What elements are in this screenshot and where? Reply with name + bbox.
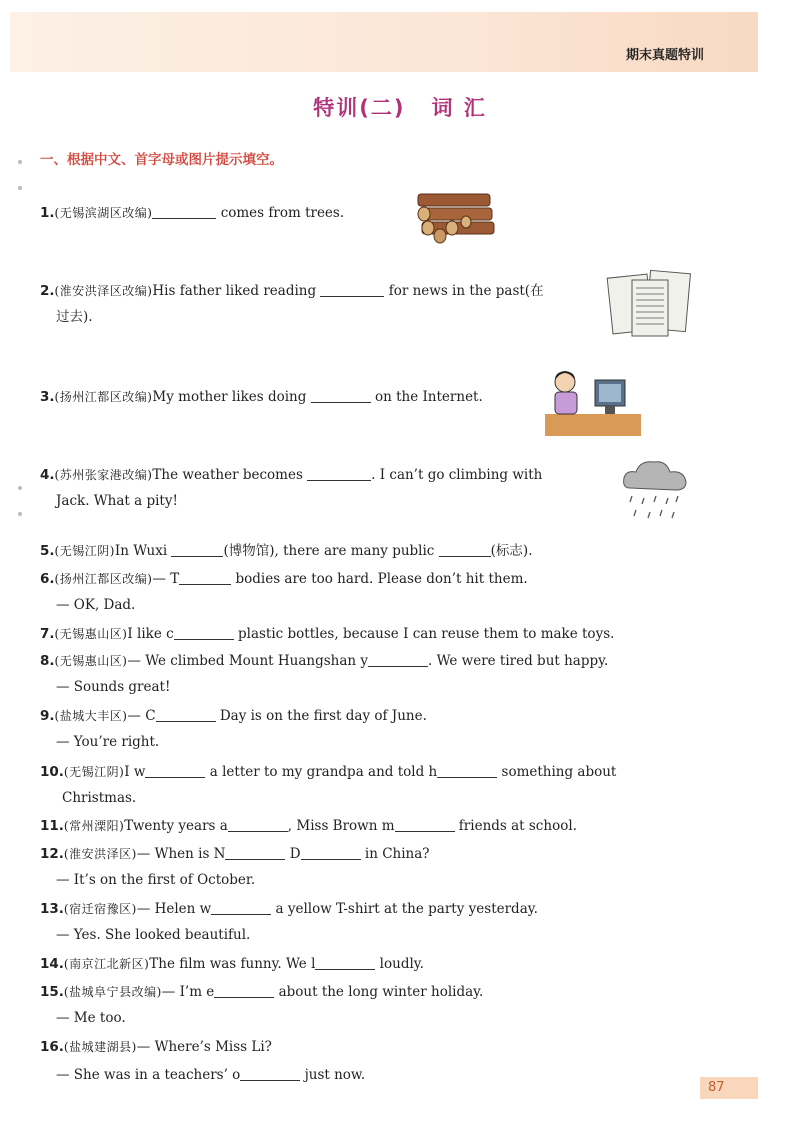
answer-blank[interactable] [211,900,271,915]
page-number: 87 [700,1077,758,1099]
question-text: My mother likes doing [152,389,311,405]
page-title [0,92,800,122]
question-text: plastic bottles, because I can reuse them to make toys. [233,626,615,642]
question-4 [40,462,542,488]
question-number: 2. [40,283,55,299]
question-15 [40,979,483,1005]
question-text: on the Internet. [370,389,483,405]
header-tag: 期末真题特训 [625,48,704,63]
answer-blank[interactable] [214,983,274,998]
question-text: a letter to my grandpa and told h [205,764,438,780]
question-source: (淮安洪泽区改编) [54,284,153,298]
question-number: 16. [40,1039,64,1055]
question-number: 15. [40,984,64,1000]
question-text: , Miss Brown m [287,818,395,834]
question-text: bodies are too hard. Please don’t hit them. [231,571,528,587]
question-text: — C [127,708,156,724]
question-number: 5. [40,543,55,559]
question-6-continued: — OK, Dad. [56,597,136,613]
question-source: (无锡惠山区) [54,627,128,641]
question-source: (盐城大丰区) [54,709,128,723]
question-text: — I’m e [161,984,215,1000]
question-text: just now. [300,1067,366,1083]
answer-blank[interactable] [320,282,384,297]
answer-blank[interactable] [145,763,205,778]
question-16-continued [56,1062,365,1088]
question-number: 14. [40,956,64,972]
question-text: — T [152,571,180,587]
question-text: (标志). [490,543,533,559]
question-text: D [285,846,301,862]
girl-computer-picture-icon [545,362,641,436]
question-text: — She was in a teachers’ o [56,1067,241,1083]
question-10 [40,759,616,785]
section-heading: 一、根据中文、首字母或图片提示填空。 [40,152,283,168]
question-text: — When is N [136,846,226,862]
question-16 [40,1034,272,1060]
question-text: Twenty years a [124,818,228,834]
answer-blank[interactable] [152,204,216,219]
question-source: (苏州张家港改编) [54,468,153,482]
margin-dot [18,160,22,164]
question-source: (盐城阜宁县改编) [63,985,162,999]
question-text: I like c [127,626,174,642]
answer-blank[interactable] [395,817,455,832]
answer-blank[interactable] [307,466,371,481]
question-5 [40,538,532,564]
question-10-continued: Christmas. [62,790,137,806]
question-text: — We climbed Mount Huangshan y [127,653,369,669]
question-number: 3. [40,389,55,405]
question-source: (淮安洪泽区) [63,847,137,861]
question-number: 7. [40,626,55,642]
question-text: comes from trees. [216,205,345,221]
question-2 [40,278,544,304]
question-number: 4. [40,467,55,483]
answer-blank[interactable] [311,388,371,403]
question-source: (盐城建湖县) [63,1040,137,1054]
question-11 [40,813,577,839]
question-text: Day is on the first day of June. [215,708,427,724]
answer-blank[interactable] [171,542,223,557]
question-12-continued: — It’s on the first of October. [56,872,256,888]
question-number: 9. [40,708,55,724]
question-source: (南京江北新区) [63,957,150,971]
question-13 [40,896,538,922]
question-number: 13. [40,901,64,917]
header-band [10,12,758,72]
answer-blank[interactable] [437,763,497,778]
question-text: . I can’t go climbing with [371,467,543,483]
question-14 [40,951,424,977]
question-12 [40,841,430,867]
question-text: The film was funny. We l [149,956,316,972]
question-source: (无锡江阴) [54,544,115,558]
answer-blank[interactable] [315,955,375,970]
question-4-continued: Jack. What a pity! [56,493,178,509]
question-text: in China? [360,846,430,862]
margin-dot [18,486,22,490]
answer-blank[interactable] [240,1066,300,1081]
question-1 [40,200,344,226]
question-13-continued: — Yes. She looked beautiful. [56,927,251,943]
question-source: (扬州江都区改编) [54,390,153,404]
question-9-continued: — You’re right. [56,734,160,750]
question-text: about the long winter holiday. [274,984,484,1000]
question-source: (宿迁宿豫区) [63,902,137,916]
question-text: loudly. [375,956,424,972]
newspapers-picture-icon [604,268,696,340]
question-source: (扬州江都区改编) [54,572,153,586]
question-8 [40,648,608,674]
answer-blank[interactable] [301,845,361,860]
question-7 [40,621,614,647]
question-text: (博物馆), there are many public [223,543,439,559]
question-3 [40,384,483,410]
question-number: 6. [40,571,55,587]
question-8-continued: — Sounds great! [56,679,171,695]
question-source: (常州溧阳) [63,819,125,833]
title-main: 特训(二) [313,96,406,120]
question-text: In Wuxi [114,543,172,559]
question-2-continued: 过去). [56,309,93,325]
answer-blank[interactable] [228,817,288,832]
question-text: — Where’s Miss Li? [136,1039,272,1055]
question-source: (无锡江阴) [63,765,125,779]
question-text: — Helen w [136,901,212,917]
question-text: The weather becomes [152,467,308,483]
margin-dot [18,186,22,190]
question-text: His father liked reading [152,283,321,299]
question-text: for news in the past(在 [384,283,544,299]
answer-blank[interactable] [368,652,428,667]
question-text: . We were tired but happy. [428,653,609,669]
logs-picture-icon [410,188,500,248]
answer-blank[interactable] [225,845,285,860]
question-9 [40,703,427,729]
question-number: 12. [40,846,64,862]
question-text: I w [124,764,146,780]
question-number: 1. [40,205,55,221]
question-number: 8. [40,653,55,669]
question-text: something about [497,764,617,780]
margin-dot [18,512,22,516]
question-source: (无锡滨湖区改编) [54,206,153,220]
question-text: friends at school. [454,818,577,834]
question-15-continued: — Me too. [56,1010,126,1026]
question-6 [40,566,528,592]
question-text: a yellow T-shirt at the party yesterday. [271,901,538,917]
question-number: 11. [40,818,64,834]
rain-cloud-picture-icon [618,454,692,526]
answer-blank[interactable] [179,570,231,585]
answer-blank[interactable] [174,625,234,640]
question-number: 10. [40,764,64,780]
answer-blank[interactable] [439,542,491,557]
title-sub: 词 汇 [431,96,487,120]
question-source: (无锡惠山区) [54,654,128,668]
answer-blank[interactable] [156,707,216,722]
